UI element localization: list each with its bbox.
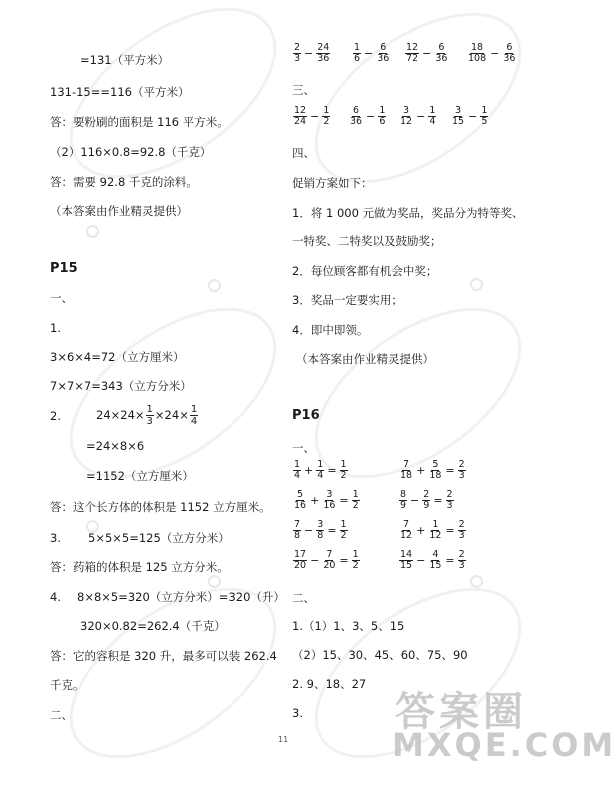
operator: + xyxy=(304,463,314,477)
fraction xyxy=(349,106,363,127)
equals-sign: = xyxy=(445,553,455,567)
text-line: 2．每位顾客都有机会中奖； xyxy=(292,264,438,278)
fraction-equation xyxy=(292,490,361,511)
fraction-equation xyxy=(398,550,467,571)
fraction xyxy=(353,43,361,64)
text-line: 答：要粉刷的面积是 116 平方米。 xyxy=(50,115,229,129)
equals-sign: = xyxy=(445,463,455,477)
fraction-pair xyxy=(352,43,391,64)
numerator: 1 xyxy=(354,42,361,53)
operator: − xyxy=(304,523,314,537)
numerator: 1 xyxy=(323,105,330,116)
question-number: 3. xyxy=(50,531,61,545)
answer-line: 千克。 xyxy=(50,678,85,692)
numerator: 1 xyxy=(317,459,324,470)
denominator: 9 xyxy=(423,500,430,511)
fraction-equation xyxy=(292,520,349,541)
denominator: 8 xyxy=(294,530,301,541)
watermark-dot xyxy=(470,575,483,588)
minus-sign: − xyxy=(490,46,500,60)
operator: − xyxy=(310,553,320,567)
fraction xyxy=(446,490,454,511)
numerator: 6 xyxy=(506,42,513,53)
fraction-pair xyxy=(466,43,517,64)
numerator: 8 xyxy=(400,489,407,500)
fraction xyxy=(502,43,516,64)
text-line: 1．将 1 000 元做为奖品，奖品分为特等奖、 xyxy=(292,206,524,220)
numerator: 1 xyxy=(340,519,347,530)
text-line: =1152（立方厘米） xyxy=(86,469,194,483)
section-label: 一、 xyxy=(292,441,315,455)
numerator: 7 xyxy=(294,519,301,530)
numerator: 24 xyxy=(317,42,330,53)
watermark-site: MXQE.COM xyxy=(392,726,616,764)
formula-text: 24×24× xyxy=(96,408,145,422)
numerator: 1 xyxy=(190,404,198,415)
fraction-pair xyxy=(292,43,331,64)
fraction xyxy=(399,550,413,571)
denominator: 12 xyxy=(400,116,413,127)
denominator: 4 xyxy=(294,470,301,481)
denominator: 36 xyxy=(503,53,516,64)
fraction xyxy=(428,460,442,481)
fraction-pair xyxy=(292,106,331,127)
denominator: 20 xyxy=(294,560,307,571)
question-number: 4. xyxy=(50,590,61,604)
denominator: 5 xyxy=(481,116,488,127)
question-number: 1. xyxy=(50,321,61,335)
fraction-pair xyxy=(398,106,437,127)
denominator: 2 xyxy=(352,560,359,571)
denominator: 16 xyxy=(323,500,336,511)
denominator: 16 xyxy=(294,500,307,511)
minus-sign: − xyxy=(366,109,376,123)
fraction xyxy=(316,520,324,541)
numerator: 2 xyxy=(446,489,453,500)
fraction xyxy=(399,106,413,127)
operator: + xyxy=(416,463,426,477)
fraction xyxy=(399,460,413,481)
operator: + xyxy=(416,523,426,537)
fraction xyxy=(376,43,390,64)
watermark-dot xyxy=(86,225,99,238)
denominator: 36 xyxy=(317,53,330,64)
page-heading-p16: P16 xyxy=(292,408,320,423)
fraction-equation xyxy=(398,490,455,511)
text-line: 一特奖、二特奖以及鼓励奖； xyxy=(292,234,442,248)
numerator: 3 xyxy=(317,519,324,530)
fraction xyxy=(316,460,324,481)
denominator: 18 xyxy=(400,470,413,481)
fraction xyxy=(293,550,307,571)
formula-line xyxy=(96,404,199,427)
numerator: 3 xyxy=(326,489,333,500)
text-line: =131（平方米） xyxy=(80,53,170,67)
fraction xyxy=(422,490,430,511)
minus-sign: − xyxy=(364,46,374,60)
equals-sign: = xyxy=(339,553,349,567)
minus-sign: − xyxy=(422,46,432,60)
watermark-dot xyxy=(208,575,221,588)
question-number: 2. xyxy=(50,409,61,423)
denominator: 9 xyxy=(400,500,407,511)
denominator: 2 xyxy=(352,500,359,511)
fraction xyxy=(378,106,386,127)
fraction xyxy=(434,43,448,64)
denominator: 4 xyxy=(317,470,324,481)
denominator: 36 xyxy=(377,53,390,64)
fraction xyxy=(190,404,198,427)
numerator: 1 xyxy=(481,105,488,116)
fraction xyxy=(293,520,301,541)
numerator: 7 xyxy=(403,519,410,530)
numerator: 4 xyxy=(432,549,439,560)
numerator: 5 xyxy=(297,489,304,500)
denominator: 15 xyxy=(429,560,442,571)
fraction xyxy=(467,43,487,64)
numerator: 6 xyxy=(380,42,387,53)
section-label: 二、 xyxy=(292,591,315,605)
numerator: 7 xyxy=(403,459,410,470)
text-line: 320×0.82=262.4（千克） xyxy=(80,619,226,633)
minus-sign: − xyxy=(310,109,320,123)
fraction xyxy=(458,460,466,481)
text-line: 促销方案如下： xyxy=(292,176,373,190)
fraction-pair xyxy=(348,106,387,127)
fraction xyxy=(293,490,307,511)
denominator: 3 xyxy=(294,53,301,64)
numerator: 18 xyxy=(471,42,484,53)
fraction xyxy=(340,460,348,481)
numerator: 3 xyxy=(403,105,410,116)
fraction-pair xyxy=(404,43,449,64)
denominator: 20 xyxy=(323,560,336,571)
numerator: 5 xyxy=(432,459,439,470)
equals-sign: = xyxy=(445,523,455,537)
denominator: 4 xyxy=(190,416,198,427)
fraction xyxy=(293,106,307,127)
text-line: 2. 9、18、27 xyxy=(292,677,367,691)
denominator: 3 xyxy=(446,500,453,511)
page-heading-p15: P15 xyxy=(50,261,78,276)
fraction xyxy=(399,520,413,541)
fraction xyxy=(316,43,330,64)
fraction-equation xyxy=(292,550,361,571)
denominator: 3 xyxy=(146,416,153,427)
text-line: （2）15、30、45、60、75、90 xyxy=(292,648,468,662)
equals-sign: = xyxy=(433,493,443,507)
numerator: 12 xyxy=(294,105,307,116)
numerator: 17 xyxy=(294,549,307,560)
section-label: 四、 xyxy=(292,146,315,160)
equals-sign: = xyxy=(339,493,349,507)
answer-line: 答：药箱的体积是 125 立方分米。 xyxy=(50,560,229,574)
denominator: 36 xyxy=(435,53,448,64)
section-label: 三、 xyxy=(292,83,315,97)
denominator: 3 xyxy=(458,560,465,571)
numerator: 6 xyxy=(353,105,360,116)
denominator: 18 xyxy=(429,470,442,481)
minus-sign: − xyxy=(468,109,478,123)
numerator: 2 xyxy=(458,459,465,470)
operator: + xyxy=(310,493,320,507)
answer-line: 答：它的容积是 320 升，最多可以装 262.4 xyxy=(50,649,277,663)
text-line: （本答案由作业精灵提供） xyxy=(50,204,188,218)
denominator: 2 xyxy=(340,470,347,481)
numerator: 2 xyxy=(458,549,465,560)
fraction xyxy=(480,106,488,127)
fraction xyxy=(352,550,360,571)
numerator: 2 xyxy=(458,519,465,530)
fraction xyxy=(322,106,330,127)
text-line: 3×6×4=72（立方厘米） xyxy=(50,350,185,364)
fraction xyxy=(352,490,360,511)
equals-sign: = xyxy=(327,463,337,477)
denominator: 2 xyxy=(340,530,347,541)
denominator: 108 xyxy=(468,53,487,64)
fraction xyxy=(146,404,154,427)
text-line: 8×8×5=320（立方分米）=320（升） xyxy=(77,590,285,604)
fraction xyxy=(293,460,301,481)
text-line: 4．即中即领。 xyxy=(292,323,369,337)
fraction xyxy=(293,43,301,64)
numerator: 2 xyxy=(294,42,301,53)
numerator: 1 xyxy=(432,519,439,530)
page-number: 11 xyxy=(278,735,289,744)
text-line: 131-15==116（平方米） xyxy=(50,85,190,99)
fraction xyxy=(322,490,336,511)
fraction-equation xyxy=(398,460,467,481)
denominator: 72 xyxy=(406,53,419,64)
numerator: 14 xyxy=(400,549,413,560)
text-line: 3．奖品一定要实用； xyxy=(292,293,403,307)
watermark-logo: 答案圈 xyxy=(395,689,527,735)
text-line: 5×5×5=125（立方分米） xyxy=(88,531,230,545)
denominator: 12 xyxy=(429,530,442,541)
text-line: （本答案由作业精灵提供） xyxy=(296,352,434,366)
fraction xyxy=(405,43,419,64)
fraction xyxy=(399,490,407,511)
denominator: 8 xyxy=(317,530,324,541)
section-label: 一、 xyxy=(50,291,73,305)
denominator: 36 xyxy=(350,116,363,127)
watermark-dot xyxy=(470,278,483,291)
formula-text: ×24× xyxy=(154,408,189,422)
text-line: 1.（1）1、3、5、15 xyxy=(292,619,405,633)
text-line: （2）116×0.8=92.8（千克） xyxy=(50,145,212,159)
numerator: 7 xyxy=(326,549,333,560)
fraction xyxy=(428,520,442,541)
fraction xyxy=(340,520,348,541)
operator: − xyxy=(410,493,420,507)
operator: − xyxy=(416,553,426,567)
numerator: 1 xyxy=(429,105,436,116)
minus-sign: − xyxy=(304,46,314,60)
denominator: 3 xyxy=(458,530,465,541)
answer-line: 答：这个长方体的体积是 1152 立方厘米。 xyxy=(50,500,271,514)
numerator: 1 xyxy=(146,404,153,415)
equals-sign: = xyxy=(327,523,337,537)
watermark-dot xyxy=(208,279,221,292)
fraction xyxy=(428,550,442,571)
fraction-equation xyxy=(292,460,349,481)
numerator: 1 xyxy=(352,549,359,560)
fraction xyxy=(451,106,465,127)
denominator: 6 xyxy=(379,116,386,127)
denominator: 3 xyxy=(458,470,465,481)
fraction-equation xyxy=(398,520,467,541)
section-label: 二、 xyxy=(50,708,73,722)
denominator: 24 xyxy=(294,116,307,127)
numerator: 3 xyxy=(455,105,462,116)
numerator: 1 xyxy=(352,489,359,500)
fraction-pair xyxy=(450,106,489,127)
text-line: 3. xyxy=(292,706,303,720)
denominator: 12 xyxy=(400,530,413,541)
numerator: 1 xyxy=(340,459,347,470)
numerator: 1 xyxy=(379,105,386,116)
denominator: 6 xyxy=(354,53,361,64)
fraction xyxy=(322,550,336,571)
denominator: 2 xyxy=(323,116,330,127)
denominator: 15 xyxy=(400,560,413,571)
fraction xyxy=(428,106,436,127)
minus-sign: − xyxy=(416,109,426,123)
numerator: 1 xyxy=(294,459,301,470)
fraction xyxy=(458,550,466,571)
text-line: =24×8×6 xyxy=(86,439,145,453)
denominator: 15 xyxy=(452,116,465,127)
numerator: 12 xyxy=(406,42,419,53)
denominator: 4 xyxy=(429,116,436,127)
text-line: 7×7×7=343（立方分米） xyxy=(50,379,192,393)
numerator: 2 xyxy=(423,489,430,500)
fraction xyxy=(458,520,466,541)
numerator: 6 xyxy=(438,42,445,53)
text-line: 答：需要 92.8 千克的涂料。 xyxy=(50,175,198,189)
